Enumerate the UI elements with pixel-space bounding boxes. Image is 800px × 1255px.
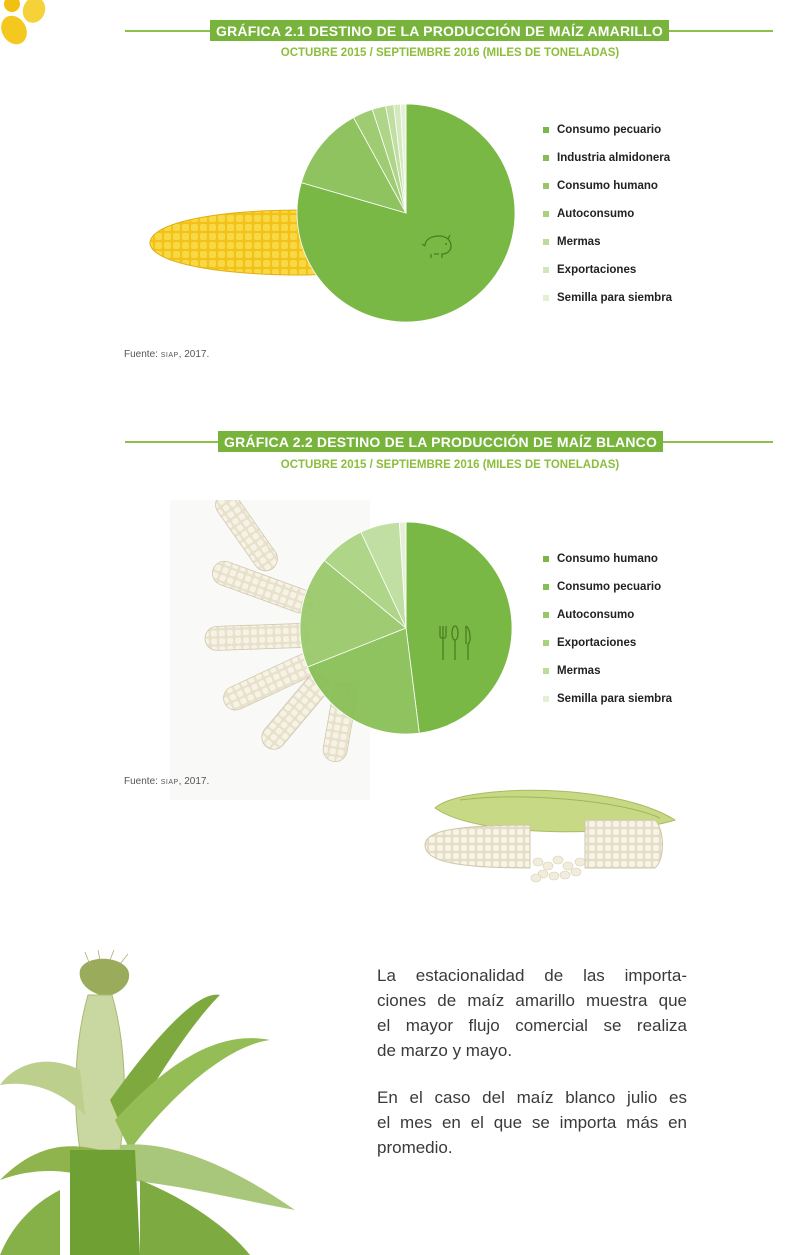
paragraph-imports-white: [377, 1085, 687, 1160]
legend-swatch: [543, 295, 549, 301]
legend-item: [543, 601, 672, 629]
legend-swatch: [543, 211, 549, 217]
paragraph-line: La estacionalidad de las importa-: [377, 966, 687, 985]
chart2-pie: [298, 520, 514, 736]
legend-item: [543, 116, 672, 144]
legend-item: [543, 657, 672, 685]
paragraph-line: promedio.: [377, 1138, 453, 1157]
legend-swatch: [543, 612, 549, 618]
paragraph-line: ciones de maíz amarillo muestra que: [377, 991, 687, 1010]
legend-item: [543, 685, 672, 713]
legend-label: Exportaciones: [557, 264, 637, 276]
legend-swatch: [543, 584, 549, 590]
legend-swatch: [543, 267, 549, 273]
legend-label: Mermas: [557, 236, 601, 248]
paragraph-line: el mayor flujo comercial se realiza: [377, 1016, 687, 1035]
legend-item: [543, 629, 672, 657]
cutlery-icon: [436, 624, 476, 662]
legend-item: [543, 172, 672, 200]
legend-label: Consumo pecuario: [557, 581, 662, 593]
legend-swatch: [543, 239, 549, 245]
legend-swatch: [543, 640, 549, 646]
chart1-title: GRÁFICA 2.1 DESTINO DE LA PRODUCCIÓN DE MAÍZ AMARILLO: [210, 20, 669, 41]
legend-swatch: [543, 127, 549, 133]
legend-swatch: [543, 155, 549, 161]
legend-label: Autoconsumo: [557, 609, 635, 621]
chart1-legend: [543, 116, 672, 312]
legend-label: Consumo humano: [557, 180, 658, 192]
paragraph-line: de marzo y mayo.: [377, 1041, 513, 1060]
legend-label: Autoconsumo: [557, 208, 635, 220]
chart1-subtitle: OCTUBRE 2015 / SEPTIEMBRE 2016 (MILES DE TONELADAS): [280, 47, 620, 59]
chart2-subtitle: OCTUBRE 2015 / SEPTIEMBRE 2016 (MILES DE TONELADAS): [280, 459, 620, 471]
legend-item: [543, 200, 672, 228]
legend-item: [543, 284, 672, 312]
corn-kernels-decoration: [0, 0, 60, 60]
legend-swatch: [543, 668, 549, 674]
paragraph-line: En el caso del maíz blanco julio es: [377, 1088, 687, 1107]
legend-swatch: [543, 183, 549, 189]
chart2-legend: [543, 545, 672, 713]
legend-label: Exportaciones: [557, 637, 637, 649]
chart2-title: GRÁFICA 2.2 DESTINO DE LA PRODUCCIÓN DE MAÍZ BLANCO: [218, 431, 663, 452]
legend-label: Industria almidonera: [557, 152, 671, 164]
chart1-pie: [295, 102, 517, 324]
chart2-source: Fuente: siap, 2017.: [124, 776, 210, 787]
legend-label: Consumo pecuario: [557, 124, 662, 136]
white-corn-husk-image: [420, 780, 685, 885]
legend-label: Semilla para siembra: [557, 693, 673, 705]
corn-plant-image: [0, 950, 310, 1255]
legend-label: Consumo humano: [557, 553, 658, 565]
pig-icon: [420, 230, 456, 260]
paragraph-imports-yellow: [377, 963, 687, 1063]
legend-item: [543, 144, 672, 172]
legend-label: Semilla para siembra: [557, 292, 673, 304]
legend-item: [543, 256, 672, 284]
legend-swatch: [543, 556, 549, 562]
legend-item: [543, 228, 672, 256]
paragraph-line: el mes en el que se importa más en: [377, 1113, 687, 1132]
legend-label: Mermas: [557, 665, 601, 677]
chart1-source: Fuente: siap, 2017.: [124, 349, 210, 360]
legend-swatch: [543, 696, 549, 702]
legend-item: [543, 545, 672, 573]
legend-item: [543, 573, 672, 601]
